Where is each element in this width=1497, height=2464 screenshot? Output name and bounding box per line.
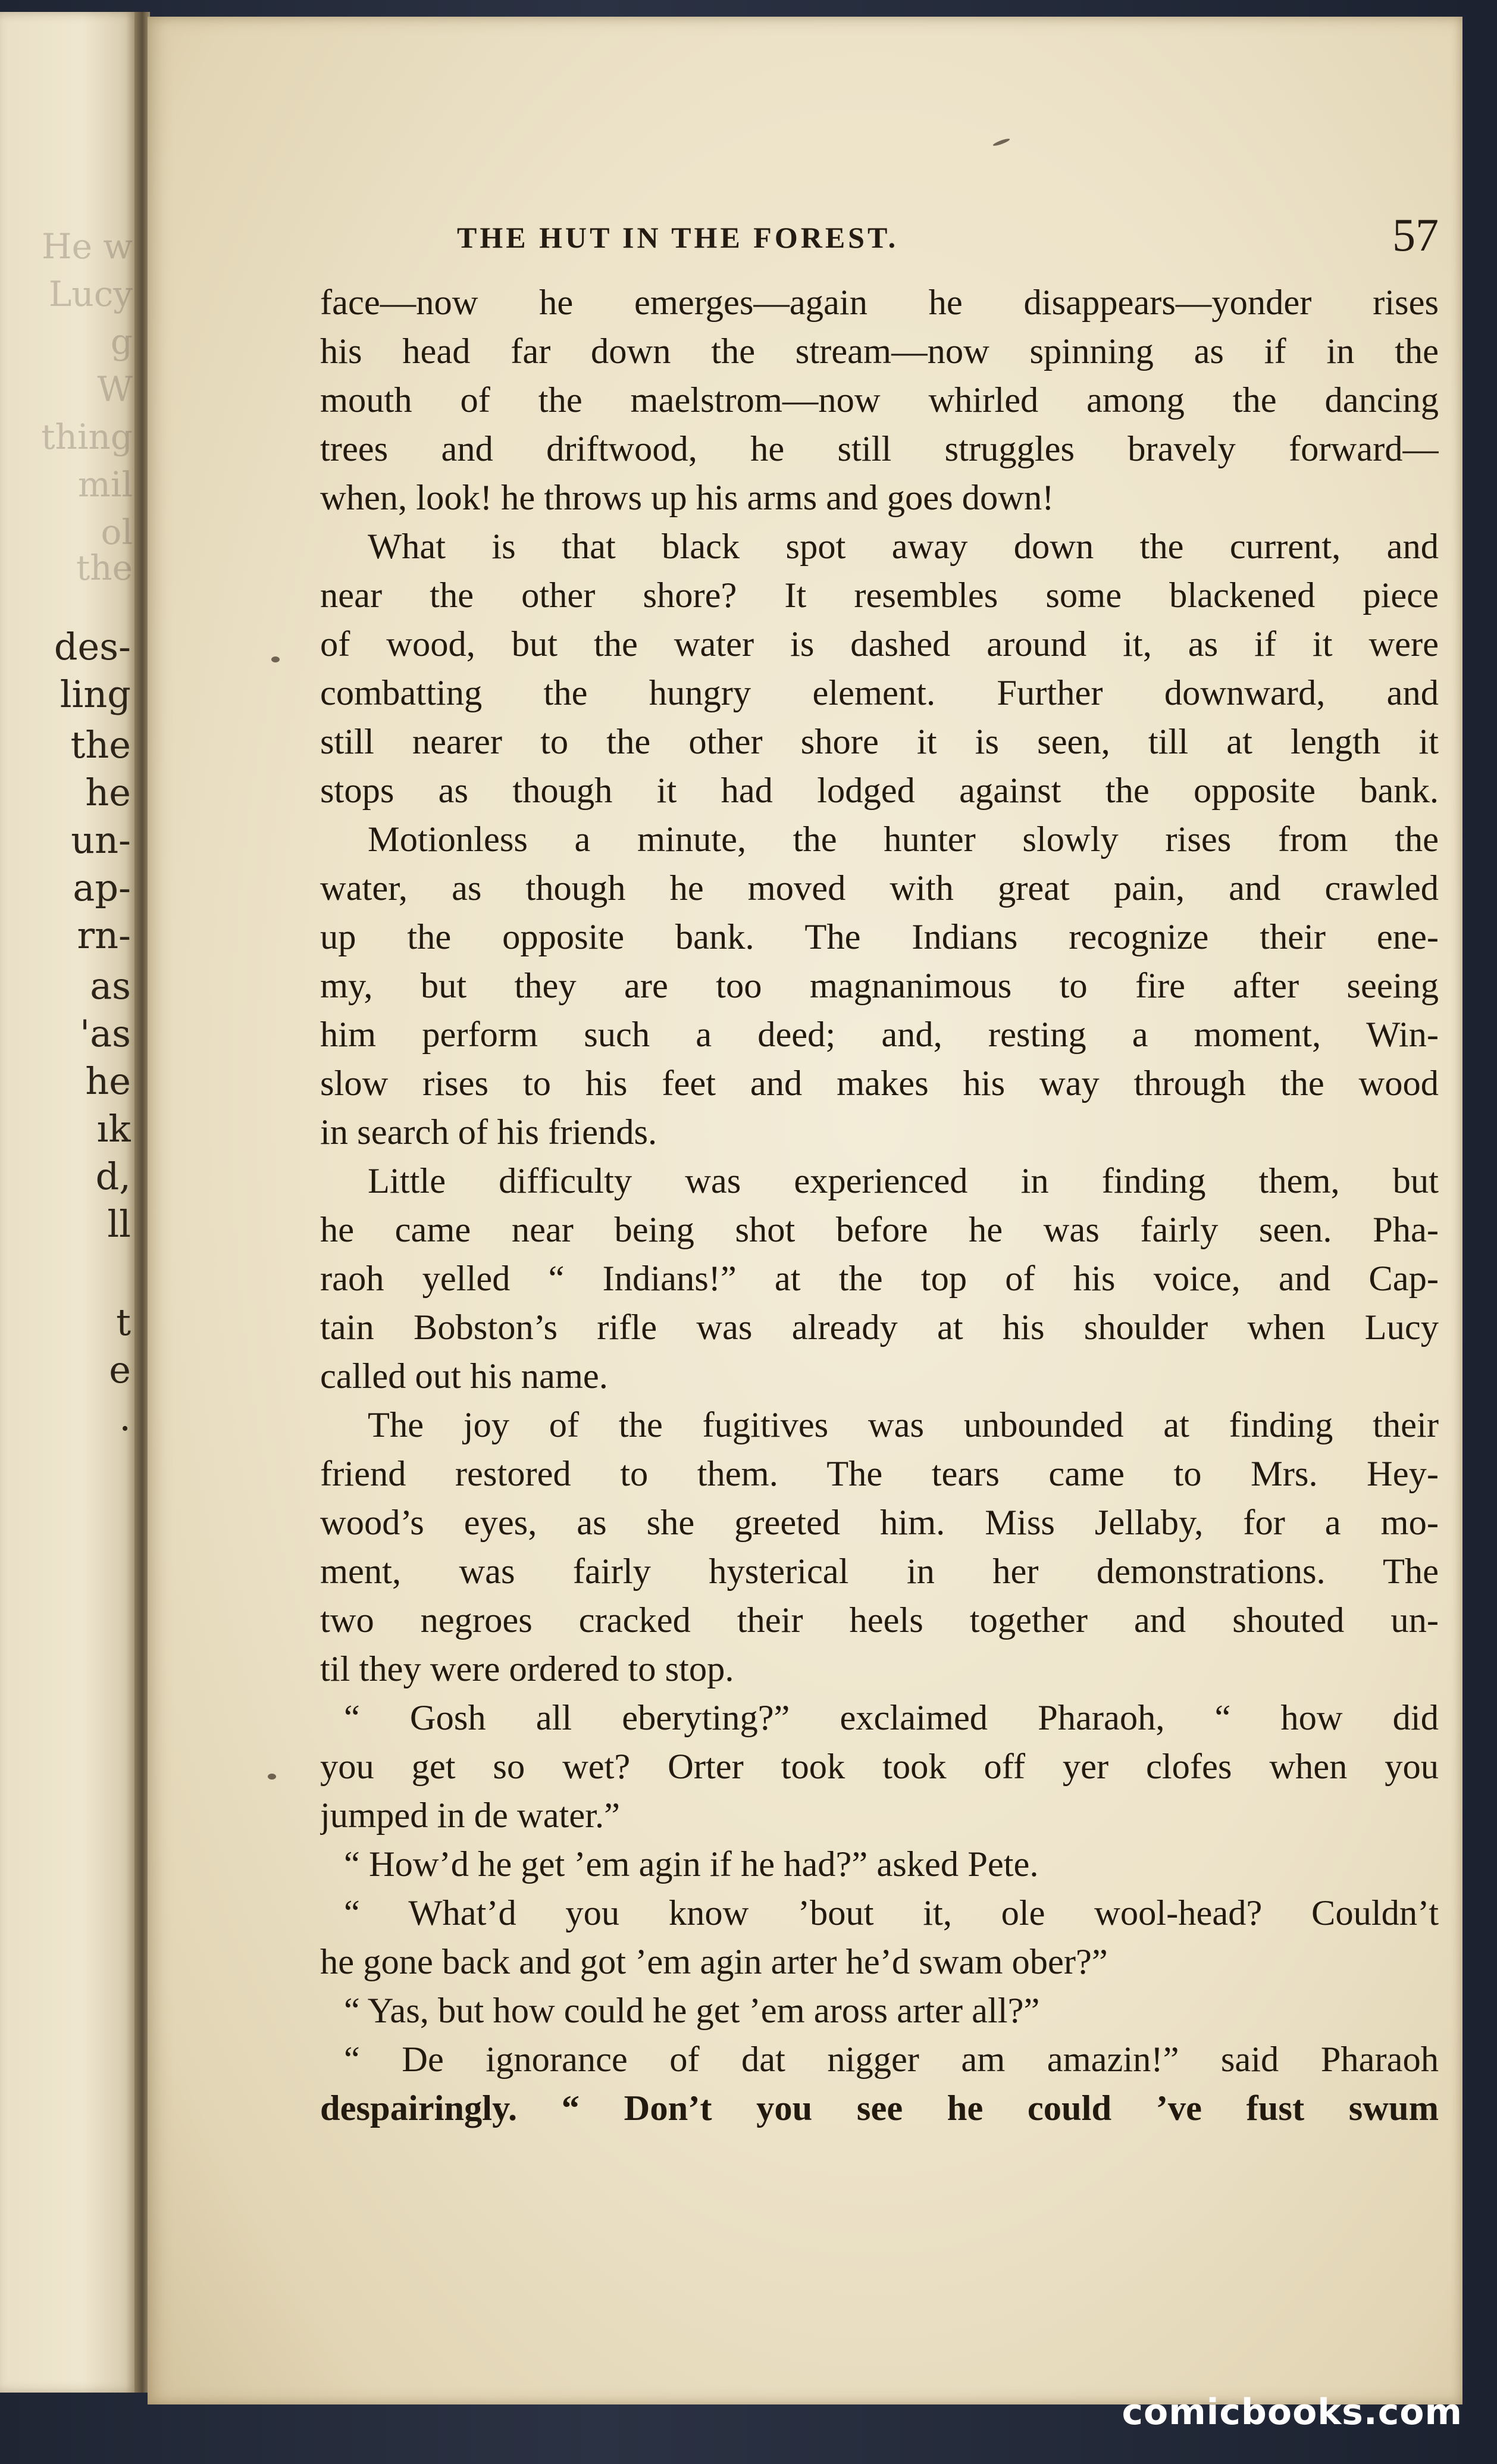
text-line: him perform such a deed; and, resting a moment, Win- (320, 1015, 1439, 1055)
text-line: near the other shore? It resembles some blackened piece (320, 576, 1439, 615)
text-line: ment, was fairly hysterical in her demonstrations. The (320, 1552, 1439, 1591)
text-line: tain Bobston’s rifle was already at his shoulder when Lucy (320, 1308, 1439, 1347)
left-page-ghost-text: ol (101, 512, 133, 552)
print-speck (271, 656, 280, 662)
body-text (320, 279, 1439, 2133)
text-line: slow rises to his feet and makes his way through the wood (320, 1064, 1439, 1103)
left-page-fragment: d, (95, 1155, 131, 1198)
text-line: my, but they are too magnanimous to fire after seeing (320, 966, 1439, 1006)
book-page (148, 17, 1462, 2404)
text-line: “ What’d you know ’bout it, ole wool-head? Couldn’t (344, 1893, 1439, 1933)
left-page-fragment: he (85, 771, 131, 814)
text-line: when, look! he throws up his arms and goes down! (320, 478, 1054, 518)
text-line: still nearer to the other shore it is seen, till at length it (320, 722, 1439, 762)
left-page-fragment: des- (54, 625, 131, 668)
running-title: THE HUT IN THE FOREST. (457, 221, 899, 254)
text-line: up the opposite bank. The Indians recognize their ene- (320, 917, 1439, 957)
page-header (457, 208, 1439, 268)
text-line: called out his name. (320, 1356, 608, 1396)
left-page-ghost-text: thing (41, 417, 133, 457)
left-page-fragment: ık (96, 1107, 131, 1150)
text-line: jumped in de water.” (320, 1796, 620, 1836)
left-page-fragment: un- (71, 818, 131, 862)
text-line: friend restored to them. The tears came to Mrs. Hey- (320, 1454, 1439, 1494)
text-line: stops as though it had lodged against the opposite bank. (320, 771, 1439, 811)
left-facing-page (0, 12, 137, 2393)
text-line: combatting the hungry element. Further downward, and (320, 673, 1439, 713)
left-page-fragment: 'as (80, 1012, 131, 1055)
text-line: wood’s eyes, as she greeted him. Miss Jellaby, for a mo- (320, 1503, 1439, 1543)
text-line: water, as though he moved with great pain, and crawled (320, 868, 1439, 908)
text-line: “ Yas, but how could he get ’em aross arter all?” (344, 1991, 1040, 2031)
text-line: he came near being shot before he was fairly seen. Pha- (320, 1210, 1439, 1250)
text-line: face—now he emerges—again he disappears—yonder rises (320, 283, 1439, 323)
text-line: raoh yelled “ Indians!” at the top of his voice, and Cap- (320, 1259, 1439, 1299)
left-page-ghost-text: He w (42, 226, 133, 267)
left-page-ghost-text: g (110, 321, 133, 362)
text-line: trees and driftwood, he still struggles bravely forward— (320, 429, 1439, 469)
left-page-fragment: ap- (73, 866, 131, 909)
text-line: “ De ignorance of dat nigger am amazin!” said Pharaoh (344, 2040, 1439, 2080)
left-page-fragment: e (109, 1348, 131, 1392)
left-page-fragment: . (119, 1396, 131, 1439)
text-line: Little difficulty was experienced in finding them, but (368, 1161, 1439, 1201)
watermark: comicbooks.com (1122, 2391, 1462, 2433)
text-line: his head far down the stream—now spinning as if in the (320, 332, 1439, 371)
text-line: til they were ordered to stop. (320, 1649, 734, 1689)
text-line: Motionless a minute, the hunter slowly rises from the (368, 820, 1439, 859)
text-line: The joy of the fugitives was unbounded at finding their (368, 1405, 1439, 1445)
print-speck (268, 1774, 276, 1780)
text-line: mouth of the maelstrom—now whirled among the dancing (320, 380, 1439, 420)
text-line: despairingly. “ Don’t you see he could ’ve fust swum (320, 2088, 1439, 2128)
text-line: What is that black spot away down the current, and (368, 527, 1439, 567)
left-page-ghost-text: W (97, 369, 133, 409)
left-page-fragment: he (85, 1059, 131, 1103)
left-page-fragment: rn- (77, 914, 131, 957)
text-line: in search of his friends. (320, 1112, 657, 1152)
left-page-ghost-text: the (76, 548, 133, 588)
left-page-ghost-text: Lucy (48, 274, 133, 314)
text-line: two negroes cracked their heels together and shouted un- (320, 1600, 1439, 1640)
left-page-ghost-text: mil (77, 464, 133, 505)
text-line: “ Gosh all eberyting?” exclaimed Pharaoh, “ how did (344, 1698, 1439, 1738)
text-line: “ How’d he get ’em agin if he had?” asked Pete. (344, 1844, 1039, 1884)
left-page-fragment: t (116, 1300, 131, 1344)
left-page-fragment: ling (59, 673, 131, 716)
left-page-fragment: ll (107, 1202, 131, 1246)
text-line: he gone back and got ’em agin arter he’d swam ober?” (320, 1942, 1108, 1982)
print-speck (992, 137, 1010, 147)
left-page-fragment: the (70, 723, 131, 767)
text-line: you get so wet? Orter took took off yer clofes when you (320, 1747, 1439, 1787)
text-line: of wood, but the water is dashed around it, as if it were (320, 624, 1439, 664)
left-page-fragment: as (90, 964, 131, 1008)
page-number: 57 (1392, 209, 1439, 261)
